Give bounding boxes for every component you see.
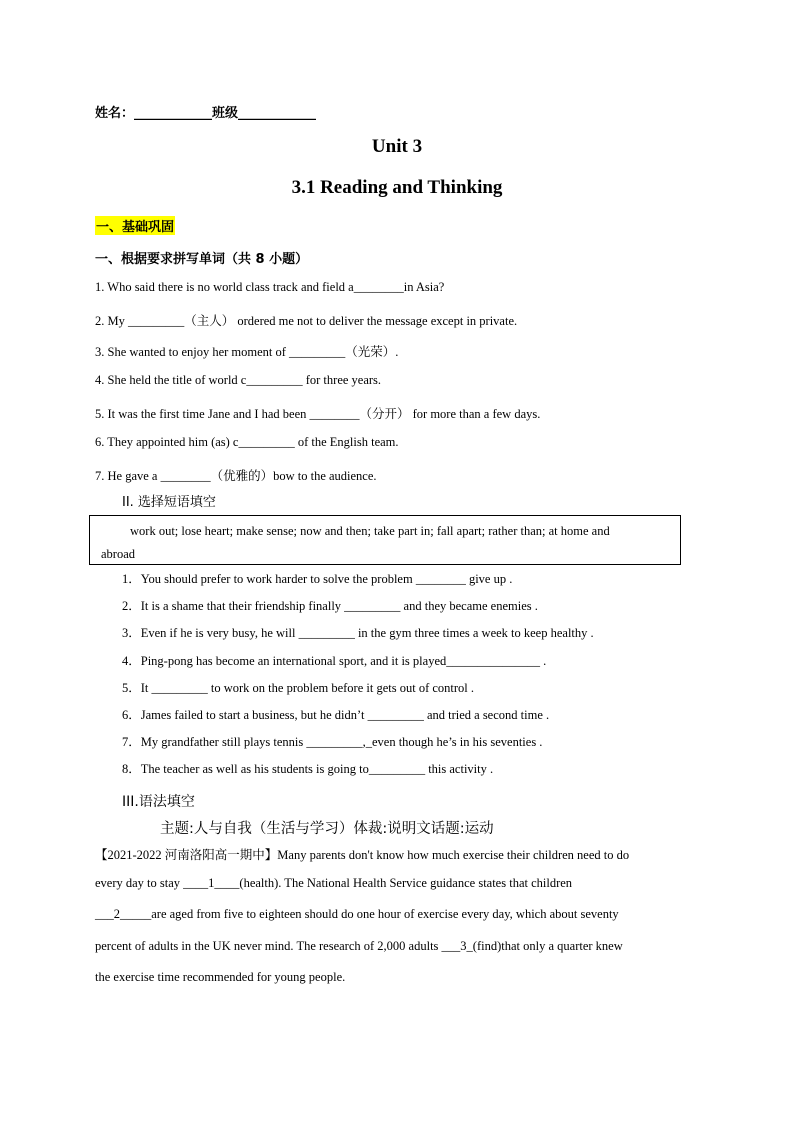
phrase-item-8: 8．The teacher as well as his students is going to_________ this activity . [122,762,494,776]
passage-topic: 主题:人与自我（生活与学习）体裁:说明文话题:运动 [160,821,494,837]
name-class-line: 姓名：____________班级____________ [95,106,317,121]
spelling-item-6: 6. They appointed him (as) c_________ of the English team. [95,435,399,449]
phrase-item-4: 4．Ping-pong has become an international sport, and it is played_______________ . [122,654,547,668]
phrase-item-1: 1．You should prefer to work harder to solve the problem ________ give up . [122,572,513,586]
passage-line-2: every day to stay ____1____(health). The National Health Service guidance states that children [95,876,573,890]
phrase-item-2: 2．It is a shame that their friendship finally _________ and they became enemies . [122,599,538,613]
spelling-item-7: 7. He gave a ________（优雅的）bow to the audience. [95,469,377,483]
phrase-item-5: 5．It _________ to work on the problem before it gets out of control . [122,681,475,695]
phrase-item-7: 7．My grandfather still plays tennis _________,_even though he’s in his seventies . [122,735,543,749]
phrase-box-line-2: abroad [101,547,136,561]
passage-line-5: the exercise time recommended for young people. [95,970,346,984]
passage-line-4: percent of adults in the UK never mind. The research of 2,000 adults ___3_(find)that only a quarter knew [95,939,623,953]
spelling-item-5: 5. It was the first time Jane and I had been ________（分开） for more than a few days. [95,407,541,421]
phrase-item-6: 6．James failed to start a business, but he didn’t _________ and tried a second time . [122,708,550,722]
phrase-box [89,515,681,565]
spelling-item-4: 4. She held the title of world c_________ for three years. [95,373,382,387]
passage-line-1: 【2021-2022 河南洛阳高一期中】Many parents don't know how much exercise their children need to do [95,848,630,862]
phrase-item-3: 3．Even if he is very busy, he will _________ in the gym three times a week to keep healthy . [122,626,594,640]
section-heading-phrases: II. 选择短语填空 [122,495,216,510]
phrase-box-line-1: work out; lose heart; make sense; now and then; take part in; fall apart; rather than; at home and [130,524,610,538]
spelling-item-2: 2. My _________（主人） ordered me not to deliver the message except in private. [95,314,518,328]
spelling-item-3: 3. She wanted to enjoy her moment of _________（光荣）. [95,345,399,359]
lesson-title: 3.1 Reading and Thinking [291,177,503,198]
section-heading-grammar: III.语法填空 [122,794,195,810]
unit-title: Unit 3 [371,136,423,157]
spelling-item-1: 1. Who said there is no world class track and field a________in Asia? [95,280,445,294]
passage-line-3: ___2_____are aged from five to eighteen should do one hour of exercise every day, which about seventy [95,907,619,921]
section-subheading-spelling: 一、根据要求拼写单词（共 8 小题） [95,252,309,267]
section-heading-basics: 一、基础巩固 [95,216,175,235]
